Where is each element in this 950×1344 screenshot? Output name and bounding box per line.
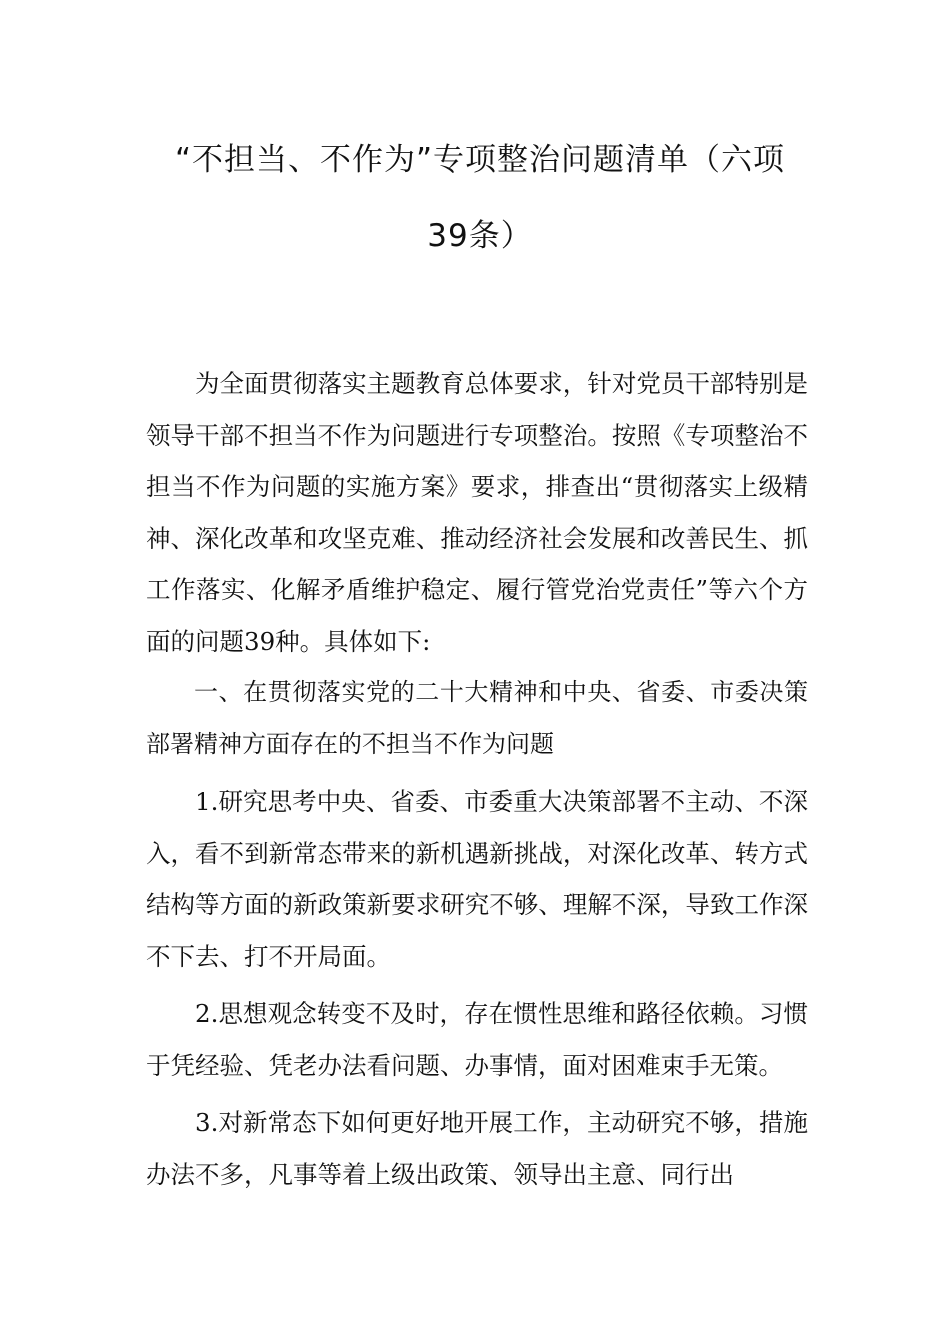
list-item-2: 2.思想观念转变不及时，存在惯性思维和路径依赖。习惯于凭经验、凭老办法看问题、办事情，面对困难束手无策。	[146, 999, 808, 1080]
list-item-1: 1.研究思考中央、省委、市委重大决策部署不主动、不深入，看不到新常态带来的新机遇新挑战，对深化改革、转方式结构等方面的新政策新要求研究不够、理解不深，导致工作深不下去、打不开局面。	[146, 787, 808, 971]
document-title-line-1: “不担当、不作为”专项整治问题清单（六项	[174, 142, 786, 178]
list-item-3: 3.对新常态下如何更好地开展工作，主动研究不够，措施办法不多，凡事等着上级出政策、领导出主意、同行出	[146, 1108, 808, 1189]
document-title-line-2: 39条）	[427, 218, 533, 254]
document-body	[146, 358, 808, 1200]
intro-paragraph: 为全面贯彻落实主题教育总体要求，针对党员干部特别是领导干部不担当不作为问题进行专项整治。按照《专项整治不担当不作为问题的实施方案》要求，排查出“贯彻落实上级精神、深化改革和攻坚克难、推动经济社会发展和改善民生、抓工作落实、化解矛盾维护稳定、履行管党治党责任”等六个方面的问题39种。具体如下:	[146, 369, 808, 656]
section-heading-1: 一、在贯彻落实党的二十大精神和中央、省委、市委决策部署精神方面存在的不担当不作为问题	[146, 678, 808, 758]
